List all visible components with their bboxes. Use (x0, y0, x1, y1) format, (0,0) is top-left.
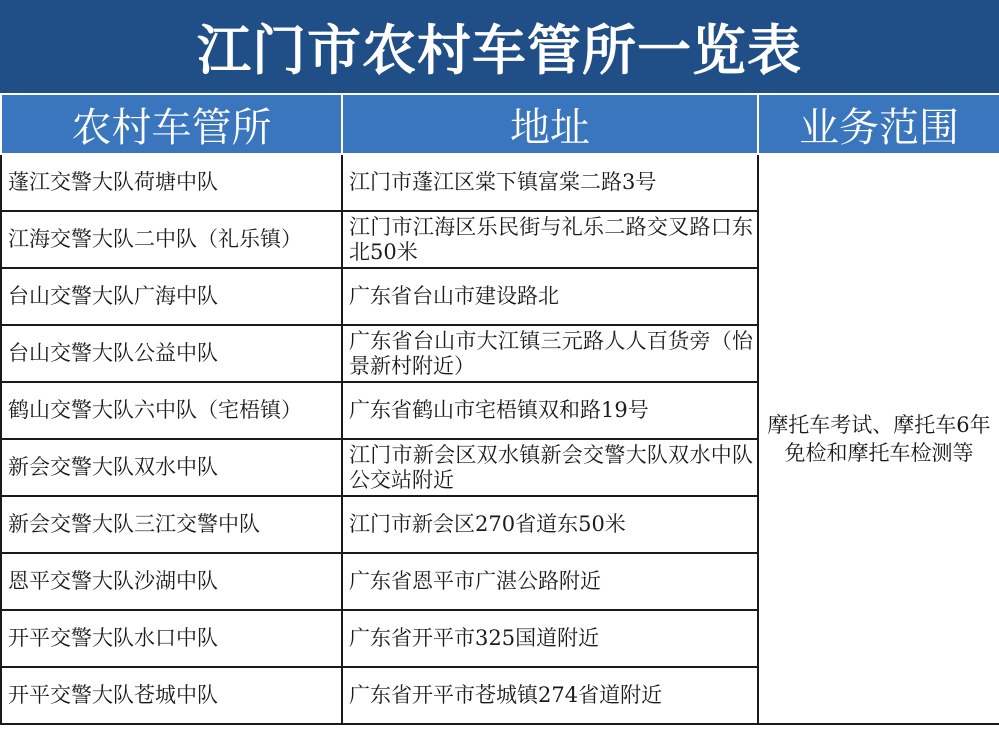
address-cell: 广东省开平市苍城镇274省道附近 (342, 667, 758, 724)
office-cell: 开平交警大队水口中队 (1, 610, 342, 667)
address-cell: 江门市新会区双水镇新会交警大队双水中队公交站附近 (342, 439, 758, 496)
office-cell: 江海交警大队二中队（礼乐镇） (1, 211, 342, 268)
address-cell: 广东省开平市325国道附近 (342, 610, 758, 667)
address-cell: 江门市蓬江区棠下镇富棠二路3号 (342, 154, 758, 211)
office-cell: 鹤山交警大队六中队（宅梧镇） (1, 382, 342, 439)
address-cell: 广东省台山市建设路北 (342, 268, 758, 325)
address-cell: 江门市新会区270省道东50米 (342, 496, 758, 553)
page-title: 江门市农村车管所一览表 (197, 19, 802, 82)
title-bar (0, 0, 999, 93)
office-table (0, 93, 999, 725)
address-cell: 江门市江海区乐民街与礼乐二路交叉路口东北50米 (342, 211, 758, 268)
header-office: 农村车管所 (1, 94, 342, 154)
table-row (1, 154, 999, 211)
header-scope: 业务范围 (758, 94, 999, 154)
address-cell: 广东省台山市大江镇三元路人人百货旁（怡景新村附近） (342, 325, 758, 382)
header-address: 地址 (342, 94, 758, 154)
office-cell: 新会交警大队三江交警中队 (1, 496, 342, 553)
address-cell: 广东省恩平市广湛公路附近 (342, 553, 758, 610)
office-cell: 开平交警大队苍城中队 (1, 667, 342, 724)
office-cell: 台山交警大队广海中队 (1, 268, 342, 325)
office-cell: 蓬江交警大队荷塘中队 (1, 154, 342, 211)
header-row (1, 94, 999, 154)
office-cell: 恩平交警大队沙湖中队 (1, 553, 342, 610)
address-cell: 广东省鹤山市宅梧镇双和路19号 (342, 382, 758, 439)
business-scope-cell: 摩托车考试、摩托车6年免检和摩托车检测等 (758, 154, 999, 724)
office-cell: 台山交警大队公益中队 (1, 325, 342, 382)
office-cell: 新会交警大队双水中队 (1, 439, 342, 496)
